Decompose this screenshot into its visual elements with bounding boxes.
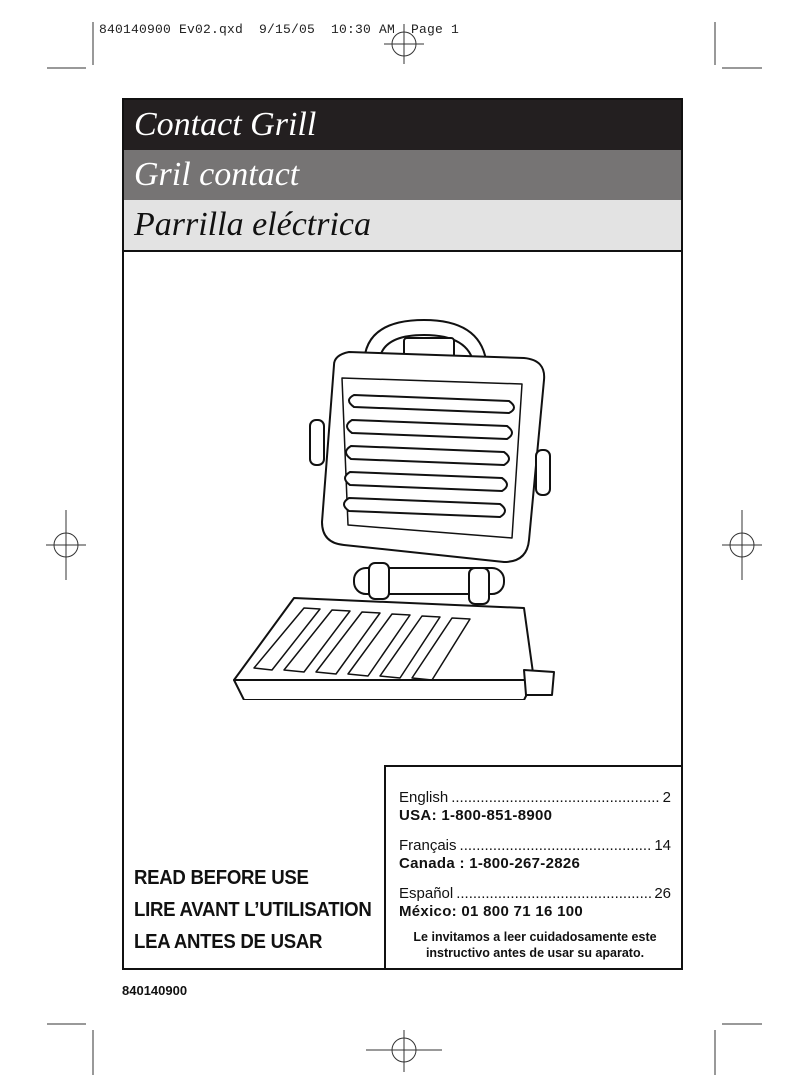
read-before-use-english: READ BEFORE USE <box>134 867 309 889</box>
index-label: English <box>399 789 449 806</box>
index-row-french[interactable] <box>399 837 671 855</box>
index-page-number: 2 <box>662 789 671 806</box>
index-page-number: 14 <box>654 837 671 854</box>
phone-mexico: México: 01 800 71 16 100 <box>399 903 583 920</box>
leader-dots <box>456 885 651 903</box>
read-before-use-french: LIRE AVANT L’UTILISATION <box>134 899 372 921</box>
contact-grill-illustration <box>224 300 584 700</box>
phone-canada: Canada : 1-800-267-2826 <box>399 855 581 872</box>
language-index <box>384 765 683 970</box>
title-french: Gril contact <box>124 150 681 200</box>
index-label: Español <box>399 885 454 902</box>
catalog-number: 840140900 <box>122 983 188 998</box>
title-english: Contact Grill <box>124 100 681 150</box>
leader-dots <box>460 837 652 855</box>
cover-frame <box>122 98 683 970</box>
index-page-number: 26 <box>654 885 671 902</box>
index-row-english[interactable] <box>399 789 671 807</box>
title-spanish: Parrilla eléctrica <box>124 200 681 252</box>
phone-usa: USA: 1-800-851-8900 <box>399 807 553 824</box>
index-row-spanish[interactable] <box>399 885 671 903</box>
leader-dots <box>451 789 659 807</box>
read-before-use-spanish: LEA ANTES DE USAR <box>134 931 323 953</box>
spanish-reading-note: Le invitamos a leer cuidadosamente este instructivo antes de usar su aparato. <box>413 930 657 960</box>
read-before-use-block <box>134 862 389 958</box>
print-slug-line: 840140900 Ev02.qxd 9/15/05 10:30 AM Page 1 <box>99 22 460 37</box>
index-label: Français <box>399 837 457 854</box>
